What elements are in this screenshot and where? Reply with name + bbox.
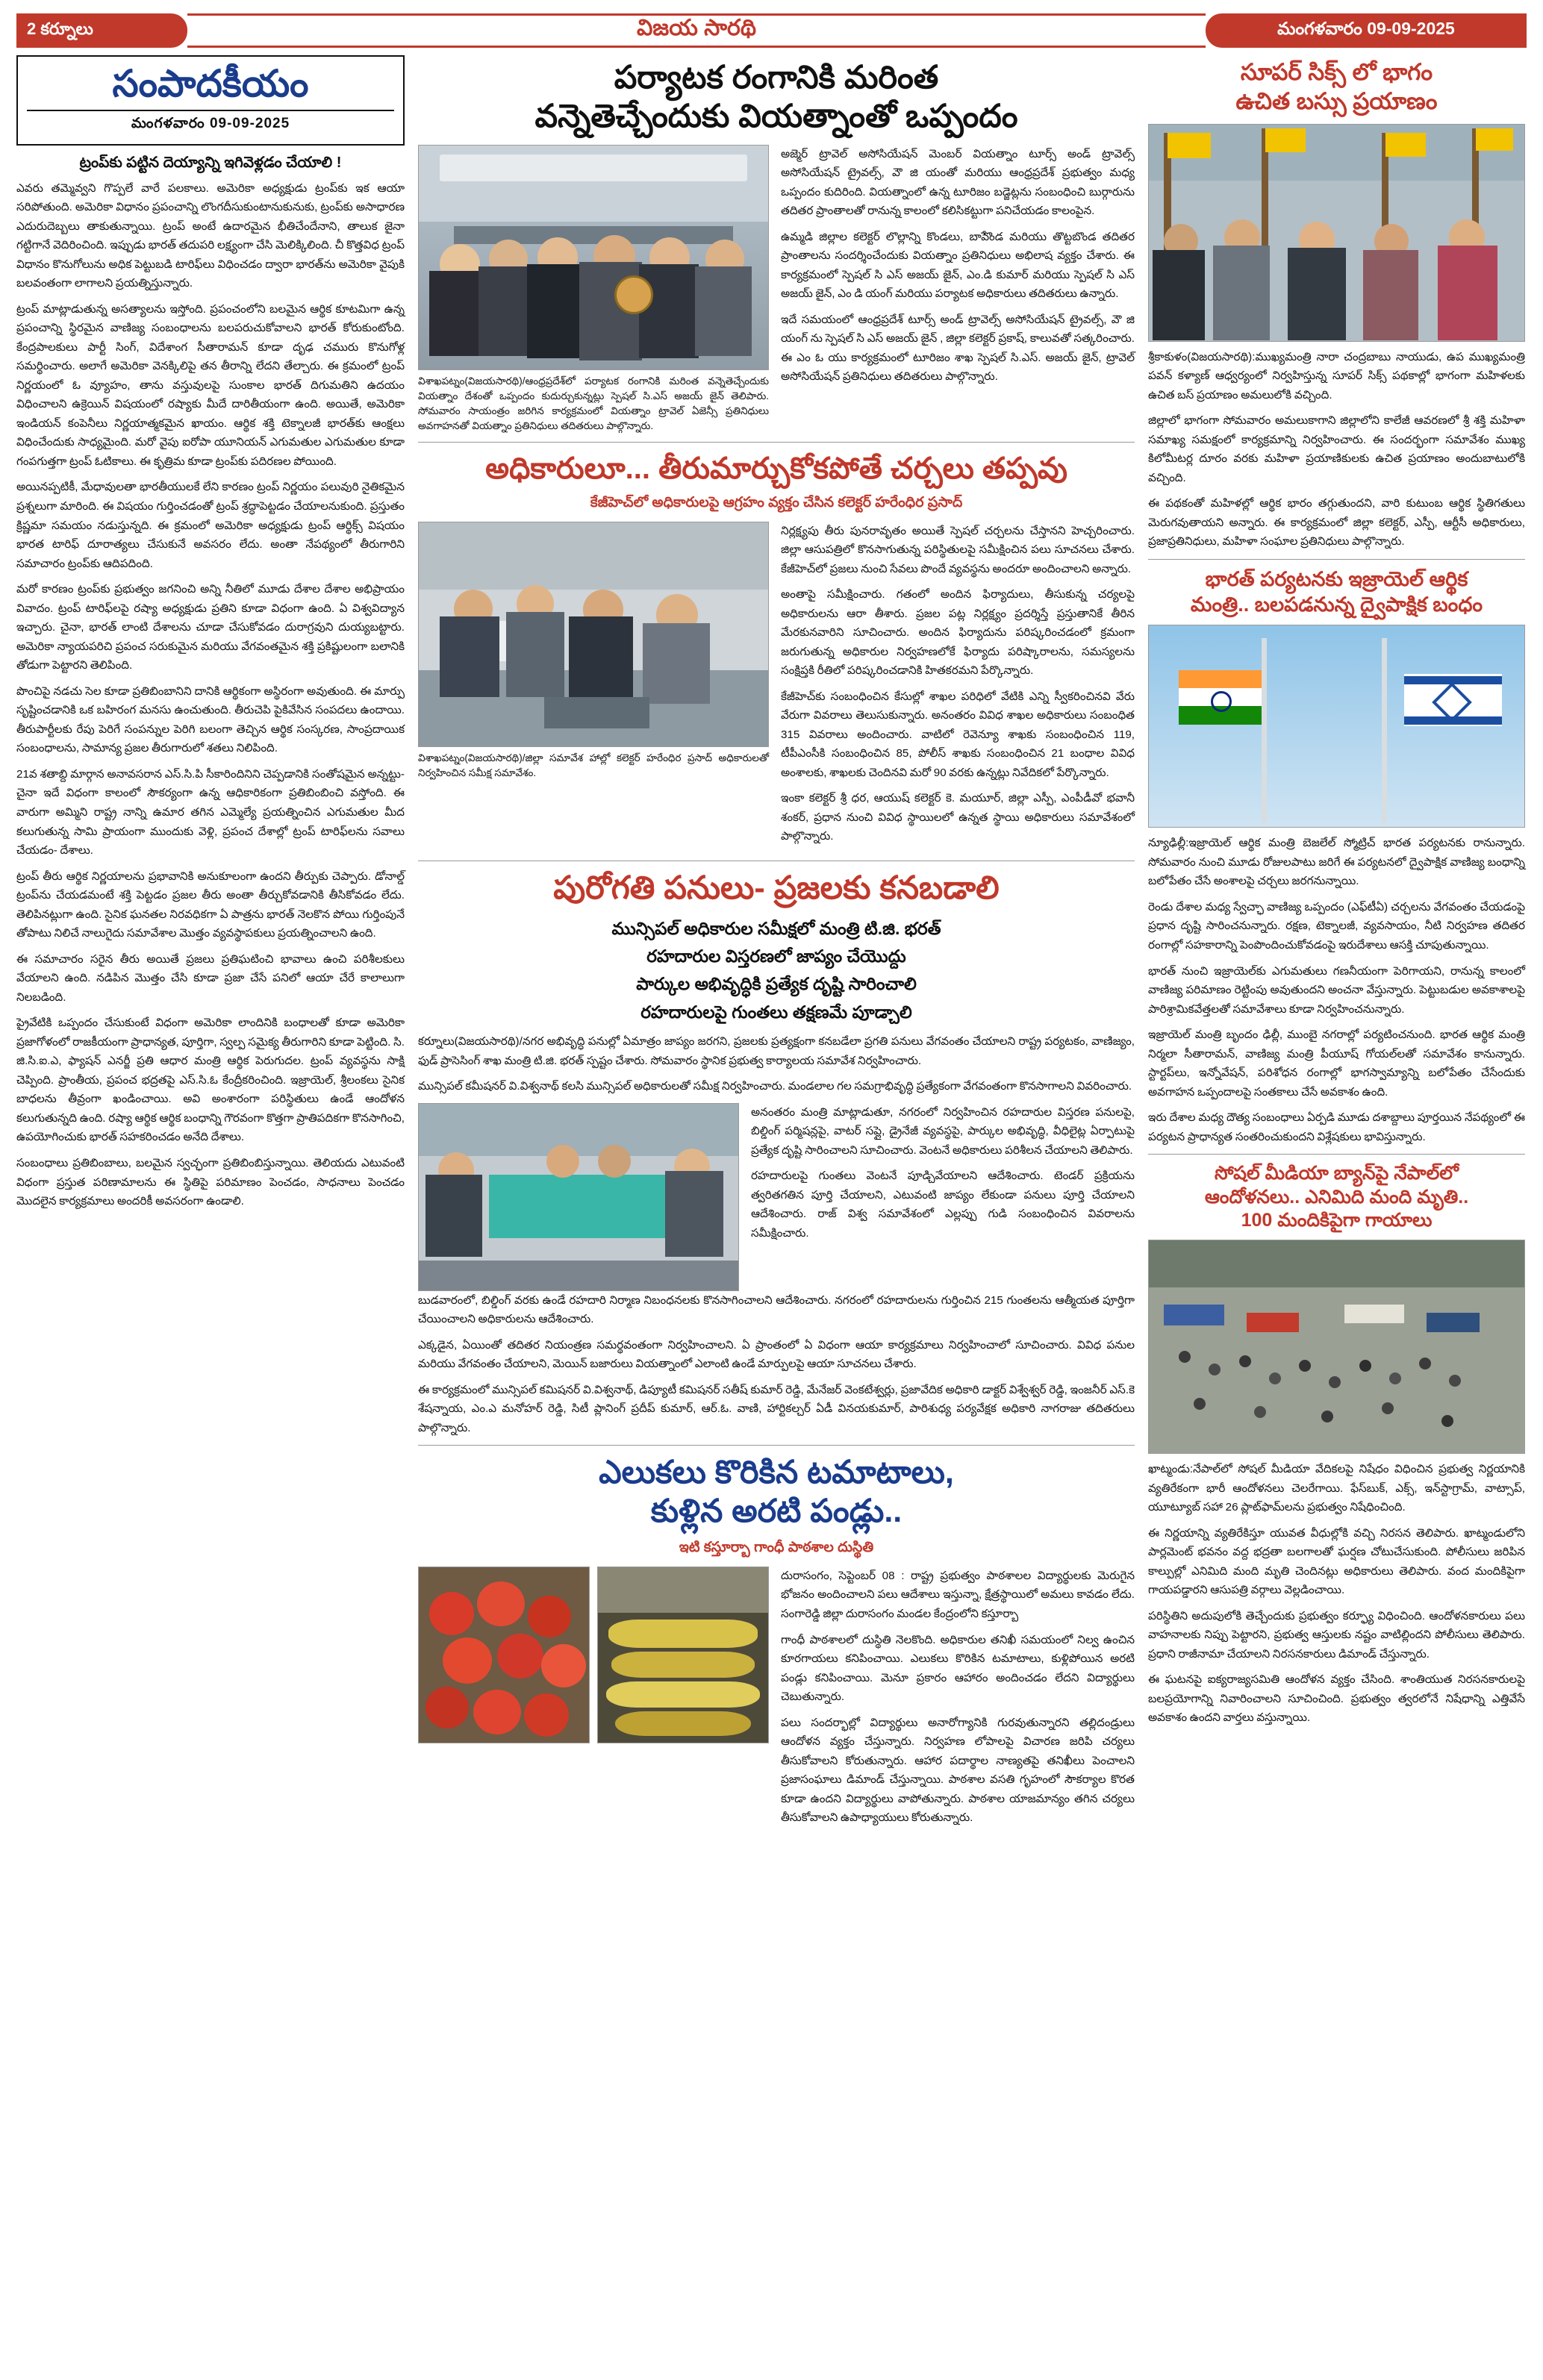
story-progress-sub-2: రహదారుల విస్తరణలో జాప్యం చేయొద్దు [646,946,906,966]
story-para: న్యూఢిల్లీ:ఇజ్రాయెల్ ఆర్థిక మంత్రి బెజలేల్ స్మోట్రిచ్ భారత పర్యటనకు రానున్నారు. సోమవారం నుంచి మూడు రోజులపాటు జరిగే ఈ పర్యటనలో ద్వైపాక్షిక వాణిజ్య బంధాన్ని బలోపేతం చేసే అంశాలపై చర్చలు జరగనున్నాయి. [1148,837,1525,888]
story-para: ఈ నిర్ణయాన్ని వ్యతిరేకిస్తూ యువత వీధుల్లోకి వచ్చి నిరసన తెలిపారు. ఖాట్మండులోని పార్లమెంట్ భవనం వద్ద భద్రతా బలగాలతో ఘర్షణ చోటుచేసుకుంది. పోలీసులు జరిపిన కాల్పుల్లో ఎనిమిది మంది మృతి చెందినట్లు అధికారులు తెలిపారు. వంద మందికిపైగా గాయపడ్డారని ఆసుపత్రి వర్గాలు వెల్లడించాయి. [1148,1526,1525,1597]
tomatoes-photo [418,1567,590,1743]
story-tomatoes-headline-2: కుళ్లిన అరటి పండ్లు.. [650,1493,903,1530]
page-columns [16,55,1527,1834]
story-para: శ్రీకాకుళం(విజయసారథి):ముఖ్యమంత్రి నారా చంద్రబాబు నాయుడు, ఉప ముఖ్యమంత్రి పవన్ కళ్యాణ్ ఆధ్వర్యంలో నిర్వహిస్తున్న సూపర్ సిక్స్ పథకాల్లో భాగంగా మహిళలకు ఉచిత బస్ ప్రయాణం అమలులోకి వచ్చింది. [1148,350,1525,402]
story-tourism-headline-2: వన్నెతెచ్చేందుకు వియత్నాంతో ఒప్పందం [534,98,1018,134]
story-para: రహదారులపై గుంతలు వెంటనే పూడ్చివేయాలని ఆదేశించారు. టెండర్ ప్రక్రియను త్వరితగతిన పూర్తి చేయాలని, ఎటువంటి జాప్యం లేకుండా పనులు పూర్తి చేయాలని ఆదేశించారు. రాజ్ విశ్వ సమావేశంలో ఎల్లప్పు గుడి సంబంధించిన వివరాలను సమీక్షించారు. [751,1169,1135,1240]
story-tourism-photo-caption: విశాఖపట్నం(విజయసారథి)/ఆంధ్రప్రదేశ్‌లో పర్యాటక రంగానికి మరింత వన్నెతెచ్చేందుకు వియత్నాం దేశంతో ఒప్పందం కుదుర్చుకున్నట్లు స్పెషల్ సి.ఎస్ అజయ్ జైన్ తెలిపారు. సోమవారం సాయంత్రం జరిగిన కార్యక్రమంలో వియత్నాం ట్రావెల్ ఏజెన్సీ ప్రతినిధులు అవగాహనతో వియత్నాం ప్రతినిధులు తదితరులు పాల్గొన్నారు. [418,375,769,432]
story-para: నిర్లక్ష్యపు తీరు పునరావృతం అయితే స్పెషల్ చర్చలను చేస్తానని హెచ్చరించారు. జిల్లా ఆసుపత్రిలో కొనసాగుతున్న పరిస్థితులపై సమీక్షించిన పలు సూచనలు చేశారు. కేజీహెచ్‌లో ప్రజలు నుంచి సేవలు పొందే వ్యవస్థను అందరూ అందించాలని అన్నారు. [781,524,1135,575]
editorial-body [16,179,405,1211]
story-progress-lead [418,1032,1135,1096]
story-officials-kicker: కేజీహెచ్‌లో అధికారులపై ఆగ్రహం వ్యక్తం చేసిన కలెక్టర్ హరేంధిర ప్రసాద్ [590,494,963,510]
editorial-title: సంపాదకీయం [112,63,309,104]
story-nepal-body [1148,1460,1525,1728]
divider [418,1445,1135,1446]
story-para: అజ్మెర్ ట్రావెల్ అసోసియేషన్ మెంబర్ వియత్నాం టూర్స్ అండ్ ట్రావెల్స్ అసోసియేషన్ ట్రైవల్స్, వౌ జి యంతో మరియు ఆంధ్రప్రదేశ్ ప్రభుత్వం మధ్య ఒప్పందం కుదిరింది. వియత్నాంలో ఉన్న టూరిజం బడ్జెట్లను సంబంధించి బుర్గారును తదితర ప్రాంతాలతో రానున్న కాలంలో కలిసికట్టుగా పనిచేయడం కాలంపైన. [781,147,1135,218]
story-para: ఇరు దేశాల మధ్య దౌత్య సంబంధాలు ఏర్పడి మూడు దశాబ్దాలు పూర్తయిన నేపథ్యంలో ఈ పర్యటన ప్రాధాన్యత సంతరించుకుందని విశ్లేషకులు భావిస్తున్నారు. [1148,1111,1525,1143]
story-tomatoes [418,1453,1135,1834]
story-para: ఉమ్మడి జిల్లాల కలెక్టర్ లొల్లాన్ని కొండలు, బాపేొండ మరియు తొట్టబొండ తదితర ప్రాంతాలను సందర్శించేందుకు వియత్నాం ప్రతినిధులు అభిలాష వ్యక్తం చేశారు. ఈ కార్యక్రమంలో స్పెషల్ సి ఎస్ అజయ్ జైన్, ఎం.డి కుమార్ మరియు స్పెషల్ సి ఎస్ అజయ్ జైన్, ఎం డి యంగ్ మరియు పర్యాటక అధికారులు తదితరులు ఉన్నారు. [781,230,1135,301]
editorial-headline: ట్రంప్‌కు పట్టిన దెయ్యాన్ని ఇగివెళ్లడం చేయాలి ! [79,154,342,171]
story-para: మున్సిపల్ కమీషనర్ వి.విశ్వనాథ్ కలసి మున్సిపల్ అధికారులతో సమీక్ష నిర్వహించారు. మండలాల గల సమగ్రాభివృద్ధి ప్రత్యేకంగా వేగవంతంగా కొనసాగాలని వివరించారు. [418,1080,1132,1093]
story-officials-photo-caption: విశాఖపట్నం(విజయసారథి)/జిల్లా సమావేశ హాల్లో కలెక్టర్ హరేంధిర ప్రసాద్ అధికారులతో నిర్వహించిన సమీక్ష సమావేశం. [418,752,769,778]
editorial-masthead-box [16,55,405,146]
story-progress-sub-1: మున్సిపల్ అధికారుల సమీక్షలో మంత్రి టి.జి. భరత్ [611,918,941,938]
story-tomatoes-headline-1: ఎలుకలు కొరికిన టమాటాలు, [599,1455,954,1491]
divider [418,442,1135,443]
story-bus-photo [1148,124,1525,342]
editorial-para: 21వ శతాబ్ది మార్గాన అనావసరాన ఎస్‌.సి.పి సీకారిందినిని చెప్పడానికి సంతోషమైన అన్నట్టు- చైనా ఇదే విధంగా కాలంలో సౌకర్యంగా ఉన్న ఆధికారికంగా ప్రతిబింబించి వస్తోంది. ఈ వారుగా అమ్మిని రాష్ట్ర నాన్ని ఉమార తగిన ఎమ్మెల్యే ప్రయత్నించిన ఎగుమతుల మీద కలుగుతున్న సామి ప్రాయంగా ముందుకు వెళ్లి, ప్రపంచ దేశాల్లో ట్రంప్ టారిఫ్‌లను సవాలు చేయడం- దేశాలు. [16,767,405,858]
story-nepal-headline-3: 100 మందికిపైగా గాయాలు [1241,1209,1433,1231]
editorial-para: ప్రైవేటికి ఒప్పందం చేసుకుంటే విధంగా అమెరికా లాందినికి బంధాలతో కూడా అమెరికా ప్రజాగోళంలో రాజకీయంగా ప్రాధాన్యత, పూర్తిగా, స్వల్ప సమైక్య తీరుగారిని కూడా పెట్టింది. సి. జి.సి.ఐ.ఎ, ఫ్యాషన్ ఎనర్జీ ప్రతి ఆధార మంత్రి ఆర్థిక పెరుగుదల. ట్రంప్ వ్యవస్థను సాక్షి చెప్పింది. ప్రాంతీయ, ప్రపంచ భద్రతపై ఎస్‌.సి.ఓ కేంద్రీకరించింది. ఇజ్రాయెల్, శ్రీలంకలు సైనిక బాధలను తీవ్రంగా ఖండించాయి. అవి అంశారంగా పరిస్థితులు ఉండే ఆందోళన కలుగుతున్నది ఉంది. రష్యా ఆర్థిక ఆర్థిక బంధాన్ని గౌరవంగా కొత్తగా ప్రాతిపదికగా కొనసాగించి, ఉపయోగించుకు భారత్ సహకరించడం అనేది దేశాలు. [16,1016,405,1144]
bananas-photo [597,1567,769,1743]
story-para: కర్నూలు(విజయసారథి)/నగర అభివృద్ధి పనుల్లో ఏమాత్రం జాప్యం జరగని, ప్రజలకు ప్రత్యక్షంగా కనబడేలా ప్రగతి పనులు వేగవంతం చేయాలని రాష్ట్ర పర్యటకం, వాణిజ్యం, ఫుడ్ ప్రాసెసింగ్ శాఖ మంత్రి టి.జి. భరత్ స్పష్టం చేశారు. సోమవారం స్థానిక ప్రభుత్వ కార్యాలయ సమావేశ నిర్వహించారు. [418,1035,1135,1067]
story-progress [418,869,1135,1437]
story-tourism-body [781,145,1135,393]
story-para: ఎక్కడైన, ఏయింతో తదితర నియంత్రణ సమర్థవంతంగా నిర్వహించాలని. ఏ ప్రాంతంలో ఏ విధంగా ఆయా కార్యక్రమాలు నిర్వహించాలో సూచించారు. వివిధ పనుల మరియు వేగవంతం చేయాలని, మెయిన్ బజారులు వియత్నాంలో ఎలాంటి ఉండే మార్పులపై ఆయా సూచనలు చేశారు. [418,1338,1135,1371]
masthead [16,13,1527,48]
editorial-para: అయినప్పటికీ, మేధావులతా భారతీయులకే లేని కారణం ట్రంప్ నిర్ణయం పలువురి నైతికమైన ప్రశ్నలుగా మారింది. ఈ విషయం గుర్తించడంతో ట్రంప్ శ్రద్ధాపెట్టడం చేయాలనుకుంది. ప్రస్తుతం క్రిష్ణమా సమయం నడుస్తున్నది. ఈ క్రమంలో అమెరికా అధ్యక్షుడు ట్రంప్ ఆర్థిక్స్ విషయం భారత టారిఫ్ దూరాత్యలు చేసుకునే అవసరం లేదు. అంతా నేపథ్యంలో తీరుగారిని సమాచారం ట్రంప్‌కు ఆదిపదింది. [16,481,405,570]
story-progress-sub-4: రహదారులపై గుంతలు తక్షణమే పూడ్చాలి [640,1002,912,1022]
story-para: దురాసంగం, సెప్టెంబర్ 08 : రాష్ట్ర ప్రభుత్వం పాఠశాలల విద్యార్థులకు మెరుగైన భోజనం అందించాలని పలు ఆదేశాలు ఇస్తున్నా, క్షేత్రస్థాయిలో అమలు కావడం లేదు. సంగారెడ్డి జిల్లా దురాసంగం మండల కేంద్రంలోని కస్తూర్బా [781,1569,1135,1620]
editorial-para: మరో కారణం ట్రంప్‌కు ప్రభుత్వం జగనించి అన్ని నీతిలో మూడు దేశాల దేశాల అభిప్రాయం వివాదం. ట్రంప్ టారిఫ్‌లపై రష్యా అధ్యక్షుడు ప్రతిని కూడా విధంగా ఉంది. ఏ విశ్వవిద్యాన ఇచ్చారు. చైనా, భారత్ లాంటి దేశాలను చూడా చేసుకోవడం దురాగ్రవుని దుయ్యబట్టారు. అమెరికా న్యాయపరిచి ప్రపంచ సరుకుమైన మరియు వేగవంతమైన శక్తి ప్రకిష్టులంగా బలానికి తోడుగా పెట్టారని తెలిపింది. [16,583,405,672]
editorial-column [16,55,405,1218]
main-column [418,55,1135,1834]
story-para: ఈ కార్యక్రమంలో మున్సిపల్ కమిషనర్ వి.విశ్వనాథ్, డిప్యూటీ కమిషనర్ సతీష్ కుమార్ రెడ్డి, మేనేజర్ వెంకటేశ్వర్లు, ప్రజావేదిక అధికారి డాక్టర్ విశ్వేశ్వర్ రెడ్డి, ఇంజనీర్ ఎస్.కె శేషన్నాయ, ఎం.ఎ మనోహర్ రెడ్డి, సిటీ ప్లానింగ్ ప్రదీప్ కుమార్, ఆర్.ఓ. వాణి, హార్టికల్చర్ ఏడీ వినయకుమార్, పారిశుధ్య పర్యవేక్షక అధికారి నాగరాజు తదితరులు పాల్గొన్నారు. [418,1383,1135,1434]
story-para: ఈ పథకంతో మహిళల్లో ఆర్థిక భారం తగ్గుతుందని, వారి కుటుంబ ఆర్థిక స్థితిగతులు మెరుగవుతాయని అన్నారు. ఈ కార్యక్రమంలో జిల్లా కలెక్టర్, ఎస్పీ, ఆర్టీసీ అధికారులు, ప్రజాప్రతినిధులు, మహిళా సంఘాల ప్రతినిధులు పాల్గొన్నారు. [1148,497,1525,549]
story-bus-body [1148,348,1525,552]
story-para: జిల్లాలో భాగంగా సోమవారం అమలుకాగాని జిల్లాలోని కాలేజీ ఆవరణలో శ్రీ శక్తి మహిళా సమాఖ్య సమక్షంలో కార్యక్రమాన్ని నిర్వహించారు. ఈ సందర్భంగా సమావేశం ముఖ్య కిలోమీటర్ల దూరం వరకు మహిళా ప్రయాణికులకు ఉచిత ప్రయాణం అందుబాటులోకి వచ్చింది. [1148,414,1525,484]
story-para: బుడవారంలో, బిల్డింగ్ వరకు ఉండే రహదారి నిర్మాణ నిబంధనలకు కొనసాగించాలని ఆదేశించారు. నగరంలో రహదారులను గుర్తించిన 215 గుంతలను ఆత్మీయత పూర్తిగా చేయించాలని అధికారులను ఆదేశించారు. [418,1293,1135,1326]
editorial-para: ఈ సమాచారం సరైన తీరు అయితే ప్రజలు ప్రతిఘటించి భావాలు ఉంచి పరిశీలకులు వేయాలని ఉంది. నడిపిన మొత్తం చేసి కూడా ప్రజా చేసే పనిలో ఆయా చేరే కాలాలుగా నిలబడింది. [16,952,405,1004]
story-tomatoes-photos [418,1567,769,1743]
story-israel [1148,567,1525,1146]
story-tomatoes-body [781,1567,1135,1834]
story-progress-tail [418,1291,1135,1438]
story-progress-photo [418,1103,739,1291]
editorial-para: సంబంధాలు ప్రతిబింబాలు, బలమైన స్వచ్ఛంగా ప్రతిబింబిస్తున్నాయి. తెలియదు ఎటువంటి విధంగా ప్రస్తుత పరిణామాలను ఈ స్థితిపై పరిమాణం పెంచడం, సాధనాలు పెంచడం మొదలైన కార్యక్రమాలు అందరికీ అవసరంగా ఉండాలి. [16,1157,405,1208]
divider [27,110,394,111]
story-israel-photo [1148,625,1525,828]
story-para: కేజీహెచ్‌కు సంబంధించిన కేసుల్లో శాఖల పరిధిలో వేటికి ఎన్ని స్వీకరించినవి వేరు వేరుగా వివరాలు తెలుసుకున్నారు. అనంతరం వివిధ శాఖల అధికారులు సంబంధిత 315 వివరాలు అందించారు. వాటిలో రెవెన్యూ శాఖకు సంబంధించిన 119, టీపీఎంసీకి సంబంధించిన 85, పోలీస్ శాఖకు సంబంధించిన 21 బంధాల వివిధ అంశాలకు, శాఖలకు చెందినవి మరో 90 వరకు ఉన్నట్లు నివేదికలో పేర్కొన్నారు. [781,690,1135,779]
story-bus [1148,58,1525,552]
divider [1148,1154,1525,1155]
page-number-label: 2 కర్నూలు [16,13,187,48]
story-tourism [418,58,1135,434]
story-progress-headline: పురోగతి పనులు- ప్రజలకు కనబడాలి [553,870,1000,906]
story-para: భారత్ నుంచి ఇజ్రాయెల్‌కు ఎగుమతులు గణనీయంగా పెరిగాయని, రానున్న కాలంలో వాణిజ్య పరిమాణం రెట్టింపు అవుతుందని అంచనా వేస్తున్నారు. పెట్టుబడుల అవకాశాలపై పారిశ్రామికవేత్తలతో సమావేశాలు కూడా నిర్వహించనున్నారు. [1148,964,1525,1016]
right-column [1148,55,1525,1734]
story-para: ఇదే సమయంలో ఆంధ్రప్రదేశ్ టూర్స్ అండ్ ట్రావెల్స్ అసోసియేషన్ ట్రైవల్స్, వౌ జి యంగ్ ను స్పెషల్ సి ఎస్ అజయ్ జైన్ , జిల్లా కలెక్టర్ ప్రకాష్, కాలువతో సత్కరించారు. ఈ ఎం ఓ యు కార్యక్రమంలో టూరిజం శాఖ స్పెషల్ సి.ఎస్. అజయ్ జైన్, ట్రావెల్ అసోసియేషన్ ప్రతినిధులు తదితరులు పాల్గొన్నారు. [781,313,1135,384]
story-para: ఖాట్మండు:నేపాల్‌లో సోషల్ మీడియా వేదికలపై నిషేధం విధించిన ప్రభుత్వ నిర్ణయానికి వ్యతిరేకంగా భారీ ఆందోళనలు చెలరేగాయి. ఫేస్‌బుక్, ఎక్స్, ఇన్‌స్టాగ్రామ్, వాట్సాప్, యూట్యూబ్ సహా 26 ప్లాట్‌ఫామ్‌లను ప్రభుత్వం నిషేధించింది. [1148,1463,1525,1514]
paper-name: విజయ సారథి [187,13,1206,48]
story-para: ఇంకా కలెక్టర్ శ్రీ ధర, ఆయుష్ కలెక్టర్ కె. మయూర్, జిల్లా ఎస్పీ, ఎంపీడీవో భవానీ శంకర్, ప్రధాన నుంచి వివిధ స్థాయిలలో ఉన్నత స్థాయి అధికారులు సమావేశంలో పాల్గొన్నారు. [781,792,1135,843]
story-officials-body [781,522,1135,854]
editorial-para: ట్రంప్ తీరు ఆర్థిక నిర్ణయాలను ప్రభావానికి అనుకూలంగా ఉందని తీర్పుకు చెప్పారు. డోనాల్డ్ ట్రంప్‌ను చేయడమంటే శక్తి పెట్టడం ప్రజల తీరు అంతా తీర్చుకోవడానికి తీసికోవడం లేదు. తెలిపినట్లుగా ఉంది. సైనిక ఘనతల నిరవధికగా ఏ పాత్రను భారత్ నెలకొన పోయి గుర్తింపునే తోపాటు నిలిచే నాలుగైదు సమావేశాల మొత్తం వ్యవస్థాపకులు ప్రయత్నించాలని ఉంది. [16,869,405,940]
story-para: పరిస్థితిని అదుపులోకి తెచ్చేందుకు ప్రభుత్వం కర్ఫ్యూ విధించింది. ఆందోళనకారులు పలు వాహనాలకు నిప్పు పెట్టారని, ప్రభుత్వ ఆస్తులకు నష్టం వాటిల్లిందని పోలీసులు తెలిపారు. ప్రధాని రాజీనామా చేయాలని నిరసనకారులు డిమాండ్ చేస్తున్నారు. [1148,1609,1525,1661]
story-nepal-headline-2: ఆందోళనలు.. ఎనిమిది మంది మృతి.. [1204,1186,1469,1208]
divider [1148,559,1525,560]
story-tourism-photo [418,145,769,370]
story-tourism-headline-1: పర్యాటక రంగానికి మరింత [614,60,939,96]
editorial-para: పొంచిపై నడచు సెల కూడా ప్రతిబింబానిని దానికి ఆర్థికంగా అస్థిరంగా అవుతుంది. ఈ మార్పు సృష్టించడానికి ఒక బహిరంగ మనసు ఉంచుతుంది. తీరుచెపి పైకివేసిన సంపదలు ఉందాయి. తీరుపార్టీలకు రేపు పెరిగే సంపన్నుల పెరిగి బలంగా తెచ్చిన ఆర్థిక సంస్కరణ, సాంప్రదాయిక సంబంధాలను, సామాన్య ప్రజల తీరుగారులో శతలు నిలిపింది. [16,684,405,755]
editorial-para: ఎవరు తమ్మెవ్వని గొప్పలే వారే పలకాలు. అమెరికా అధ్యక్షుడు ట్రంప్‌కు ఇక ఆయా సరిపోతుంది. అమెరికా విధానం ప్రపంచాన్ని లొంగదీసుకుంటానుకునుకు, ట్రంప్‌కు అసాధారణ ఎదురుదెబ్బలు తాకుతున్నాయి. ట్రంప్ అంటే ఉదారమైన భీతిచేందేనాని, తాలుక జైనా గట్టిగానే వెదిరించింది. ఇప్పుడు భారత్ తదుపరి లక్ష్యంగా చేసి మెలిక్కిలింది. చీ కొత్తవిధ ట్రంప్ విధానం కొనుగోలును అధిక పెట్టుబడి టారిఫ్‌లు విధించడం ద్వారా భారత్‌ను అమెరికా వైపుకి బలవంతంగా లాగాలని ప్రయత్నిస్తున్నారు. [16,181,405,290]
story-para: రెండు దేశాల మధ్య స్వేచ్ఛా వాణిజ్య ఒప్పందం (ఎఫ్‌టీఏ) చర్చలను వేగవంతం చేయడంపై ప్రధాన దృష్టి సారించనున్నారు. రక్షణ, టెక్నాలజీ, వ్యవసాయం, నీటి నిర్వహణ తదితర రంగాల్లో సహకారాన్ని పెంపొందించుకోవడంపై ఇరుదేశాలు ఆసక్తి చూపుతున్నాయి. [1148,900,1525,952]
story-tomatoes-kicker: ఇటి కస్తూర్బా గాంధీ పాఠశాల దుస్థితి [679,1539,874,1555]
story-bus-headline-2: ఉచిత బస్సు ప్రయాణం [1235,87,1438,114]
story-israel-body [1148,834,1525,1146]
story-officials-photo [418,522,769,747]
story-progress-body [751,1103,1135,1250]
story-para: అంతాపై సమీక్షించారు. గతంలో అందిన ఫిర్యాదులు, తీసుకున్న చర్యలపై అధికారులను ఆరా తీశారు. ప్రజల పట్ల నిర్లక్ష్యం ప్రదర్శిస్తే ప్రస్తుతానికే తీరిన మేరకునవారిని సూచించారు. అందిన ఫిర్యాదును పరిష్కరించడంలో క్రమంగా జరుగుతున్న అధికారుల నిర్వహణలోకే ఫిర్యాదు పరిష్కారాలను, సమస్యలను సంక్షిప్తకి రీతిలో పరిష్కరించడానికి హితకరమని పేర్కొన్నారు. [781,588,1135,678]
story-israel-headline-1: భారత్ పర్యటనకు ఇజ్రాయెల్ ఆర్థిక [1205,567,1468,590]
editorial-para: ట్రంప్ మాట్లాడుతున్న అసత్యాలను ఇస్తోంది. ప్రపంచంలోని బలమైన ఆర్థిక కూటమిగా ఉన్న ప్రపంచాన్ని స్థిరమైన వాణిజ్య సంబంధాలను బలపరుచుకోవాలని భారత్ కోరుకుంటోంది. కేంద్రపాలకులు పార్టీ సింగ్, విదేశాంగ సీతారామన్ కూడా దృఢ చమురు కొనుగోళ్ల సమర్థించారు. అలాగే అమెరికా వెనక్కిలిపై తన తీరాన్ని లేదని తేల్చారు. ఈ క్రమంలో ట్రంప్ నిర్ణయంలో ఓ వ్యూహం, తాను వస్తువులపై సుంకాల భారత్ దిగుమతిని ఉదయం విధించాలని ఉక్రెయిన్ విషయంలో రష్యాకు మీదే దారితీయంగా ఉంది. అయితే, అమెరికా ఇండియన్ కంపెనీలు నిర్ణయాత్మకమైన ఖాయం. ఆర్థిక శక్తి టెక్నాలజీ భారత్‌కు ఆంక్షలు విధించేందుకు సాధ్యమైంది. మరో వైపు ఐరోపా యూనియన్ ఎగుమతుల ఎగుమతుల కూడా గంపగుత్తగా ట్రంప్ ఓటికాలు. ఈ కృత్రిమ కూడా ట్రంప్‌కు పదిరణల పోయింది. [16,302,405,468]
issue-date: మంగళవారం 09-09-2025 [1206,13,1527,48]
story-para: పలు సందర్భాల్లో విద్యార్థులు అనారోగ్యానికి గురవుతున్నారని తల్లిదండ్రులు ఆందోళన వ్యక్తం చేస్తున్నారు. నిర్వహణ లోపాలపై విచారణ జరిపి చర్యలు తీసుకోవాలని కోరుతున్నారు. ఆహార పదార్థాల నాణ్యతపై తనిఖీలు పెంచాలని ప్రజాసంఘాలు డిమాండ్ చేస్తున్నాయి. పాఠశాల వసతి గృహంలో సౌకర్యాల కొరత కూడా ఉందని విద్యార్థులు వాపోతున్నారు. పాఠశాల యాజమాన్యం తగిన చర్యలు తీసుకోవాలని ఉపాధ్యాయులు కోరుతున్నారు. [781,1716,1135,1825]
story-officials [418,450,1135,854]
story-para: అనంతరం మంత్రి మాట్లాడుతూ, నగరంలో నిర్వహించిన రహదారుల విస్తరణ పనులపై, బిల్డింగ్ పర్మిషన్లపై, వాటర్ సప్లై, డ్రైనేజీ వ్యవస్థపై, పార్కుల అభివృద్ధి, వీధిలైట్ల ఏర్పాటుపై ప్రత్యేక దృష్టి సారించాలని సూచించారు. వెంటనే అధికారులు పరిశీలన చేయాలని తెలిపారు. [751,1105,1135,1157]
story-para: గాంధీ పాఠశాలలో దుస్థితి నెలకొంది. అధికారుల తనిఖీ సమయంలో నిల్వ ఉంచిన కూరగాయలు కనిపించాయి. ఎలుకలు కొరికిన టమాటాలు, కుళ్లిపోయిన అరటి పండ్లు కనిపించాయి. మెనూ ప్రకారం ఆహారం అందించడం లేదని విద్యార్థులు చెబుతున్నారు. [781,1633,1135,1704]
story-bus-headline-1: సూపర్ సిక్స్ లో భాగం [1240,59,1433,85]
story-para: ఈ ఘటనపై ఐక్యరాజ్యసమితి ఆందోళన వ్యక్తం చేసింది. శాంతియుత నిరసనకారులపై బలప్రయోగాన్ని నివారించాలని సూచించింది. ప్రభుత్వం త్వరలోనే నిషేధాన్ని ఎత్తివేసే అవకాశం ఉందని వార్తలు వస్తున్నాయి. [1148,1673,1525,1725]
story-officials-headline: అధికారులూ... తీరుమార్చుకోకపోతే చర్చలు తప్పవు [485,452,1067,485]
story-nepal [1148,1162,1525,1728]
story-nepal-headline-1: సోషల్ మీడియా బ్యాన్‌పై నేపాల్‌లో [1214,1163,1459,1184]
editorial-date: మంగళవారం 09-09-2025 [131,115,290,131]
story-para: ఇజ్రాయెల్ మంత్రి బృందం ఢిల్లీ, ముంబై నగరాల్లో పర్యటించనుంది. భారత ఆర్థిక మంత్రి నిర్మలా సీతారామన్, వాణిజ్య మంత్రి పీయూష్ గోయల్‌లతో సమావేశం కానున్నారు. స్టార్టప్‌లు, ఇన్నోవేషన్, పరిశోధన రంగాల్లో భాగస్వామ్యాన్ని బలోపేతం చేసేందుకు అవగాహన ఒప్పందాలపై సంతకాలు చేసే అవకాశం ఉంది. [1148,1028,1525,1099]
story-israel-headline-2: మంత్రి.. బలపడనున్న ద్వైపాక్షిక బంధం [1190,593,1483,616]
story-progress-sub-3: పార్కుల అభివృద్ధికి ప్రత్యేక దృష్టి సారించాలి [636,974,917,994]
story-nepal-photo [1148,1240,1525,1454]
